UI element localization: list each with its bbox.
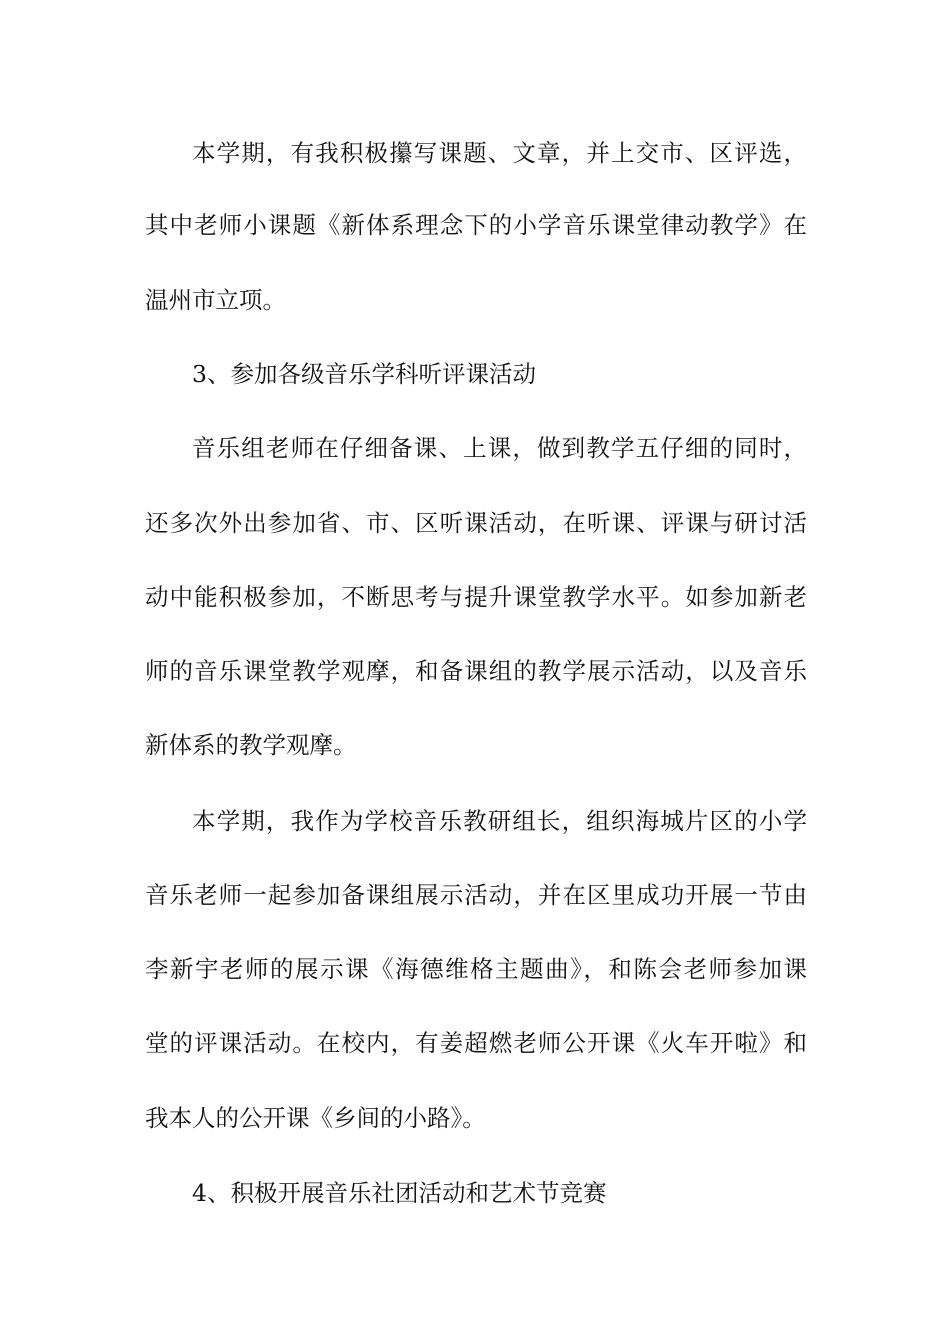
paragraph-2-line-1: 音乐组老师在仔细备课、上课，做到教学五仔细的同时，	[192, 434, 807, 462]
paragraph-3-line-2: 音乐老师一起参加备课组展示活动，并在区里成功开展一节由	[145, 881, 807, 909]
paragraph-2-line-2: 还多次外出参加省、市、区听课活动，在听课、评课与研讨活	[145, 509, 807, 537]
paragraph-3-line-5: 我本人的公开课《乡间的小路》。	[145, 1104, 486, 1132]
paragraph-1-line-2: 其中老师小课题《新体系理念下的小学音乐课堂律动教学》在	[145, 211, 807, 239]
paragraph-3-line-3: 李新宇老师的展示课《海德维格主题曲》，和陈会老师参加课	[145, 955, 807, 983]
paragraph-1-line-3: 温州市立项。	[145, 286, 286, 314]
paragraph-1-line-1: 本学期，有我积极攥写课题、文章，并上交市、区评选，	[192, 139, 807, 167]
section-heading-4: 4、积极开展音乐社团活动和艺术节竞赛	[192, 1179, 607, 1207]
paragraph-3-line-4: 堂的评课活动。在校内，有姜超燃老师公开课《火车开啦》和	[145, 1029, 807, 1057]
paragraph-2-line-5: 新体系的教学观摩。	[145, 731, 357, 759]
paragraph-2-line-4: 师的音乐课堂教学观摩，和备课组的教学展示活动，以及音乐	[145, 657, 807, 685]
section-heading-3: 3、参加各级音乐学科听评课活动	[192, 360, 536, 388]
paragraph-3-line-1: 本学期，我作为学校音乐教研组长，组织海城片区的小学	[192, 807, 807, 835]
paragraph-2-line-3: 动中能积极参加，不断思考与提升课堂教学水平。如参加新老	[145, 583, 807, 611]
